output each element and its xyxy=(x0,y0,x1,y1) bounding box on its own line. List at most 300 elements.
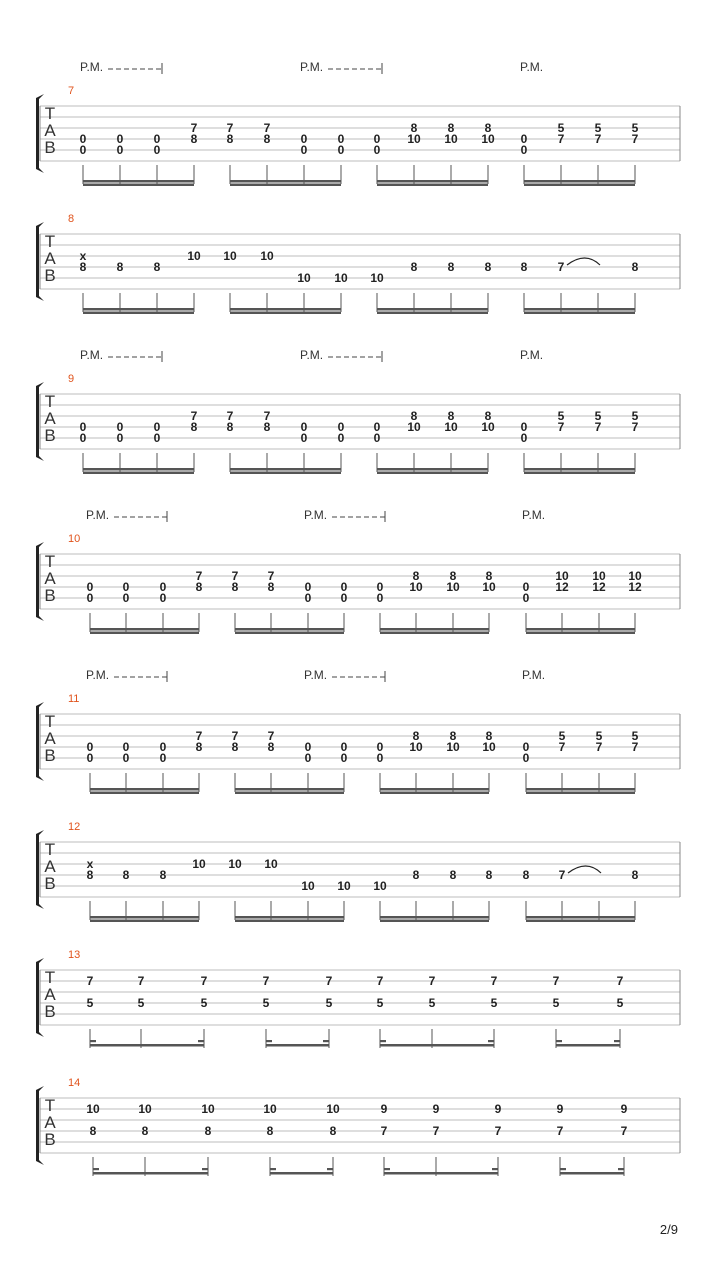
fret-number: 7 xyxy=(557,260,565,274)
fret-number: 0 xyxy=(79,420,87,434)
fret-number: 0 xyxy=(520,431,528,445)
tab-letter-a: A xyxy=(44,409,56,428)
beam-secondary xyxy=(524,472,635,475)
fret-number: 10 xyxy=(334,271,348,285)
fret-number: 8 xyxy=(116,260,124,274)
beam-secondary xyxy=(83,184,194,187)
fret-number: 9 xyxy=(380,1102,388,1116)
fret-number: 0 xyxy=(153,420,161,434)
palm-mute-label: P.M. xyxy=(522,668,546,682)
fret-number: 0 xyxy=(337,132,345,146)
page-number: 2/9 xyxy=(659,1222,678,1237)
beam-primary xyxy=(556,1044,620,1047)
tie-arc xyxy=(567,258,600,265)
fret-number: 0 xyxy=(520,132,528,146)
fret-number: 0 xyxy=(153,132,161,146)
fret-number: 0 xyxy=(304,751,312,765)
fret-number: 0 xyxy=(159,591,167,605)
fret-number: 7 xyxy=(262,974,270,988)
fret-number: 8 xyxy=(195,580,203,594)
fret-number: 5 xyxy=(262,996,270,1010)
beam-primary xyxy=(524,308,635,311)
fret-number: 8 xyxy=(484,121,492,135)
beam-secondary xyxy=(90,792,199,795)
fret-number: 0 xyxy=(522,751,530,765)
beam-primary xyxy=(230,180,341,183)
fret-number: 10 xyxy=(228,857,242,871)
fret-number: 8 xyxy=(484,409,492,423)
tie-arc xyxy=(568,866,601,873)
fret-number: 8 xyxy=(485,729,493,743)
fret-number: 7 xyxy=(267,729,275,743)
beam-primary xyxy=(526,788,635,791)
fret-number: 8 xyxy=(410,260,418,274)
fret-number: 10 xyxy=(444,420,458,434)
fret-number: 5 xyxy=(200,996,208,1010)
fret-number: 5 xyxy=(376,996,384,1010)
fret-number: 7 xyxy=(231,569,239,583)
fret-number: 5 xyxy=(325,996,333,1010)
staff-system-12 xyxy=(36,821,680,922)
fret-number: 8 xyxy=(153,260,161,274)
beam-secondary xyxy=(230,184,341,187)
fret-number: 0 xyxy=(300,132,308,146)
beam-partial xyxy=(488,1040,494,1042)
fret-number: 0 xyxy=(376,751,384,765)
beam-secondary xyxy=(524,184,635,187)
fret-number: 0 xyxy=(116,420,124,434)
fret-number: 7 xyxy=(200,974,208,988)
fret-number: 0 xyxy=(153,431,161,445)
staff-system-11 xyxy=(36,668,680,794)
fret-number: 7 xyxy=(428,974,436,988)
fret-number: 10 xyxy=(482,740,496,754)
fret-number: 7 xyxy=(231,729,239,743)
tab-letter-t: T xyxy=(44,840,56,859)
fret-number: 10 xyxy=(223,249,237,263)
beam-partial xyxy=(202,1168,208,1170)
beam-partial xyxy=(380,1040,386,1042)
beam-partial xyxy=(614,1040,620,1042)
tab-letter-b: B xyxy=(44,266,56,285)
fret-number: 8 xyxy=(226,420,234,434)
beam-primary xyxy=(380,628,489,631)
beam-secondary xyxy=(83,312,194,315)
fret-number: 0 xyxy=(79,431,87,445)
fret-number: 0 xyxy=(304,591,312,605)
fret-number: 0 xyxy=(300,420,308,434)
beam-partial xyxy=(270,1168,276,1170)
beam-secondary xyxy=(377,472,488,475)
fret-number: 0 xyxy=(373,431,381,445)
fret-number: 8 xyxy=(159,868,167,882)
tab-letter-b: B xyxy=(44,426,56,445)
measure-number: 9 xyxy=(68,373,75,385)
palm-mute-label: P.M. xyxy=(80,60,104,74)
staff-system-7 xyxy=(36,60,680,186)
fret-number: 8 xyxy=(631,260,639,274)
tab-letter-t: T xyxy=(44,712,56,731)
fret-number: 10 xyxy=(326,1102,340,1116)
fret-number: 7 xyxy=(190,121,198,135)
fret-number: 9 xyxy=(556,1102,564,1116)
fret-number: 7 xyxy=(558,868,566,882)
beam-secondary xyxy=(235,920,344,923)
fret-number: 0 xyxy=(122,740,130,754)
beam-primary xyxy=(380,1044,494,1047)
fret-number: 8 xyxy=(447,260,455,274)
beam-secondary xyxy=(235,792,344,795)
fret-number: 8 xyxy=(412,569,420,583)
fret-number: 10 xyxy=(201,1102,215,1116)
beam-partial xyxy=(327,1168,333,1170)
fret-number: 8 xyxy=(631,868,639,882)
beam-primary xyxy=(526,916,635,919)
fret-number: 8 xyxy=(226,132,234,146)
fret-number: 9 xyxy=(494,1102,502,1116)
fret-number: 12 xyxy=(628,580,642,594)
fret-number: 5 xyxy=(594,121,602,135)
fret-number: 7 xyxy=(552,974,560,988)
fret-number: 7 xyxy=(631,132,639,146)
fret-number: 5 xyxy=(137,996,145,1010)
fret-number: 5 xyxy=(428,996,436,1010)
beam-primary xyxy=(524,468,635,471)
fret-number: 5 xyxy=(616,996,624,1010)
fret-number: 0 xyxy=(376,591,384,605)
palm-mute-label: P.M. xyxy=(522,508,546,522)
fret-number: 0 xyxy=(337,143,345,157)
palm-mute-label: P.M. xyxy=(80,348,104,362)
tab-letter-t: T xyxy=(44,104,56,123)
fret-number: 0 xyxy=(520,420,528,434)
beam-partial xyxy=(198,1040,204,1042)
fret-number: 7 xyxy=(432,1124,440,1138)
beam-primary xyxy=(230,308,341,311)
beam-secondary xyxy=(83,472,194,475)
fret-number: 8 xyxy=(412,868,420,882)
fret-number: 0 xyxy=(159,751,167,765)
beam-secondary xyxy=(526,792,635,795)
beam-primary xyxy=(90,1044,204,1047)
fret-number: 10 xyxy=(409,580,423,594)
beam-primary xyxy=(560,1172,624,1175)
muted-note: x xyxy=(79,249,87,263)
fret-number: 5 xyxy=(631,729,639,743)
beam-primary xyxy=(384,1172,498,1175)
fret-number: 8 xyxy=(447,409,455,423)
beam-primary xyxy=(83,468,194,471)
fret-number: 5 xyxy=(595,729,603,743)
beam-primary xyxy=(90,916,199,919)
beam-secondary xyxy=(524,312,635,315)
fret-number: 0 xyxy=(300,431,308,445)
fret-number: 8 xyxy=(485,868,493,882)
beam-primary xyxy=(377,308,488,311)
beam-partial xyxy=(266,1040,272,1042)
fret-number: 7 xyxy=(86,974,94,988)
fret-number: 8 xyxy=(231,740,239,754)
beam-secondary xyxy=(526,632,635,635)
beam-primary xyxy=(93,1172,208,1175)
fret-number: 8 xyxy=(485,569,493,583)
fret-number: 8 xyxy=(263,420,271,434)
fret-number: 0 xyxy=(373,420,381,434)
fret-number: 8 xyxy=(86,868,94,882)
beam-primary xyxy=(526,628,635,631)
beam-primary xyxy=(380,788,489,791)
staff-system-8 xyxy=(36,213,680,314)
fret-number: 8 xyxy=(449,729,457,743)
palm-mute-label: P.M. xyxy=(86,508,110,522)
fret-number: 7 xyxy=(620,1124,628,1138)
fret-number: 7 xyxy=(195,569,203,583)
beam-partial xyxy=(93,1168,99,1170)
measure-number: 10 xyxy=(68,533,81,545)
fret-number: 0 xyxy=(300,143,308,157)
fret-number: 8 xyxy=(410,409,418,423)
fret-number: 0 xyxy=(86,740,94,754)
fret-number: 8 xyxy=(447,121,455,135)
fret-number: 0 xyxy=(522,580,530,594)
fret-number: 8 xyxy=(266,1124,274,1138)
measure-number: 13 xyxy=(68,949,81,961)
fret-number: 7 xyxy=(226,409,234,423)
fret-number: 0 xyxy=(122,580,130,594)
fret-number: 8 xyxy=(267,580,275,594)
fret-number: 10 xyxy=(263,1102,277,1116)
beam-partial xyxy=(618,1168,624,1170)
palm-mute-label: P.M. xyxy=(300,348,324,362)
beam-partial xyxy=(556,1040,562,1042)
fret-number: 0 xyxy=(373,143,381,157)
fret-number: 7 xyxy=(376,974,384,988)
fret-number: 7 xyxy=(263,409,271,423)
fret-number: 7 xyxy=(226,121,234,135)
fret-number: 12 xyxy=(592,580,606,594)
fret-number: 8 xyxy=(141,1124,149,1138)
fret-number: 8 xyxy=(412,729,420,743)
fret-number: 10 xyxy=(264,857,278,871)
fret-number: 0 xyxy=(86,591,94,605)
fret-number: 10 xyxy=(446,580,460,594)
fret-number: 7 xyxy=(556,1124,564,1138)
tab-letter-b: B xyxy=(44,1002,56,1021)
beam-partial xyxy=(90,1040,96,1042)
staff-system-10 xyxy=(36,508,680,634)
fret-number: 10 xyxy=(482,580,496,594)
staff-system-14 xyxy=(36,1077,680,1176)
beam-primary xyxy=(235,916,344,919)
beam-primary xyxy=(83,308,194,311)
fret-number: 8 xyxy=(190,420,198,434)
palm-mute-label: P.M. xyxy=(520,348,544,362)
tab-letter-b: B xyxy=(44,874,56,893)
beam-secondary xyxy=(377,312,488,315)
muted-note: x xyxy=(86,857,94,871)
fret-number: 0 xyxy=(337,420,345,434)
beam-secondary xyxy=(230,312,341,315)
fret-number: 7 xyxy=(490,974,498,988)
fret-number: 8 xyxy=(190,132,198,146)
fret-number: 5 xyxy=(594,409,602,423)
fret-number: 10 xyxy=(446,740,460,754)
fret-number: 8 xyxy=(329,1124,337,1138)
fret-number: 0 xyxy=(116,143,124,157)
beam-primary xyxy=(270,1172,333,1175)
measure-number: 11 xyxy=(68,693,80,705)
fret-number: 10 xyxy=(555,569,569,583)
fret-number: 7 xyxy=(595,740,603,754)
fret-number: 7 xyxy=(137,974,145,988)
fret-number: 0 xyxy=(304,740,312,754)
fret-number: 5 xyxy=(558,729,566,743)
beam-primary xyxy=(377,468,488,471)
fret-number: 10 xyxy=(86,1102,100,1116)
fret-number: 0 xyxy=(337,431,345,445)
staff-system-9 xyxy=(36,348,680,474)
fret-number: 7 xyxy=(195,729,203,743)
tab-letter-a: A xyxy=(44,857,56,876)
fret-number: 8 xyxy=(484,260,492,274)
tab-letter-t: T xyxy=(44,1096,56,1115)
fret-number: 9 xyxy=(620,1102,628,1116)
fret-number: 0 xyxy=(522,740,530,754)
fret-number: 10 xyxy=(444,132,458,146)
fret-number: 8 xyxy=(89,1124,97,1138)
tab-letter-a: A xyxy=(44,985,56,1004)
fret-number: 10 xyxy=(481,132,495,146)
beam-primary xyxy=(90,788,199,791)
fret-number: 10 xyxy=(192,857,206,871)
fret-number: 8 xyxy=(204,1124,212,1138)
fret-number: 0 xyxy=(116,431,124,445)
beam-secondary xyxy=(380,632,489,635)
fret-number: 8 xyxy=(410,121,418,135)
tab-letter-a: A xyxy=(44,729,56,748)
fret-number: 8 xyxy=(231,580,239,594)
fret-number: 0 xyxy=(116,132,124,146)
fret-number: 0 xyxy=(376,580,384,594)
fret-number: 7 xyxy=(558,740,566,754)
fret-number: 5 xyxy=(557,121,565,135)
tab-letter-t: T xyxy=(44,968,56,987)
fret-number: 7 xyxy=(494,1124,502,1138)
fret-number: 8 xyxy=(449,868,457,882)
fret-number: 8 xyxy=(520,260,528,274)
fret-number: 5 xyxy=(490,996,498,1010)
fret-number: 0 xyxy=(159,740,167,754)
measure-number: 14 xyxy=(68,1077,81,1089)
beam-secondary xyxy=(235,632,344,635)
fret-number: 7 xyxy=(557,420,565,434)
beam-partial xyxy=(323,1040,329,1042)
beam-secondary xyxy=(90,632,199,635)
beam-partial xyxy=(560,1168,566,1170)
fret-number: 10 xyxy=(628,569,642,583)
fret-number: 0 xyxy=(373,132,381,146)
beam-secondary xyxy=(90,920,199,923)
beam-primary xyxy=(235,788,344,791)
beam-secondary xyxy=(230,472,341,475)
measure-number: 7 xyxy=(68,85,75,97)
fret-number: 10 xyxy=(407,420,421,434)
fret-number: 8 xyxy=(267,740,275,754)
fret-number: 7 xyxy=(631,740,639,754)
fret-number: 7 xyxy=(267,569,275,583)
fret-number: 0 xyxy=(376,740,384,754)
fret-number: 7 xyxy=(594,420,602,434)
tab-letter-t: T xyxy=(44,552,56,571)
fret-number: 0 xyxy=(520,143,528,157)
fret-number: 0 xyxy=(340,591,348,605)
beam-partial xyxy=(384,1168,390,1170)
fret-number: 10 xyxy=(592,569,606,583)
fret-number: 10 xyxy=(373,879,387,893)
beam-secondary xyxy=(380,920,489,923)
fret-number: 5 xyxy=(552,996,560,1010)
palm-mute-label: P.M. xyxy=(86,668,110,682)
beam-primary xyxy=(90,628,199,631)
palm-mute-label: P.M. xyxy=(304,508,328,522)
tab-letter-b: B xyxy=(44,746,56,765)
fret-number: 10 xyxy=(409,740,423,754)
tab-letter-a: A xyxy=(44,121,56,140)
fret-number: 10 xyxy=(481,420,495,434)
fret-number: 0 xyxy=(86,580,94,594)
measure-number: 8 xyxy=(68,213,75,225)
fret-number: 0 xyxy=(86,751,94,765)
fret-number: 0 xyxy=(340,751,348,765)
fret-number: 5 xyxy=(557,409,565,423)
beam-primary xyxy=(380,916,489,919)
fret-number: 8 xyxy=(195,740,203,754)
fret-number: 0 xyxy=(153,143,161,157)
fret-number: 0 xyxy=(522,591,530,605)
fret-number: 7 xyxy=(631,420,639,434)
fret-number: 7 xyxy=(325,974,333,988)
fret-number: 5 xyxy=(631,409,639,423)
beam-primary xyxy=(83,180,194,183)
fret-number: 10 xyxy=(301,879,315,893)
beam-primary xyxy=(266,1044,329,1047)
fret-number: 7 xyxy=(594,132,602,146)
beam-primary xyxy=(524,180,635,183)
fret-number: 0 xyxy=(122,591,130,605)
fret-number: 7 xyxy=(380,1124,388,1138)
beam-secondary xyxy=(526,920,635,923)
tab-letter-b: B xyxy=(44,1130,56,1149)
fret-number: 0 xyxy=(340,740,348,754)
fret-number: 0 xyxy=(304,580,312,594)
fret-number: 10 xyxy=(138,1102,152,1116)
fret-number: 8 xyxy=(522,868,530,882)
fret-number: 8 xyxy=(122,868,130,882)
beam-partial xyxy=(492,1168,498,1170)
palm-mute-label: P.M. xyxy=(304,668,328,682)
fret-number: 8 xyxy=(79,260,87,274)
fret-number: 7 xyxy=(557,132,565,146)
palm-mute-label: P.M. xyxy=(520,60,544,74)
fret-number: 0 xyxy=(159,580,167,594)
fret-number: 0 xyxy=(340,580,348,594)
tab-letter-t: T xyxy=(44,392,56,411)
fret-number: 10 xyxy=(337,879,351,893)
fret-number: 10 xyxy=(407,132,421,146)
fret-number: 5 xyxy=(631,121,639,135)
beam-primary xyxy=(235,628,344,631)
tab-letter-a: A xyxy=(44,249,56,268)
